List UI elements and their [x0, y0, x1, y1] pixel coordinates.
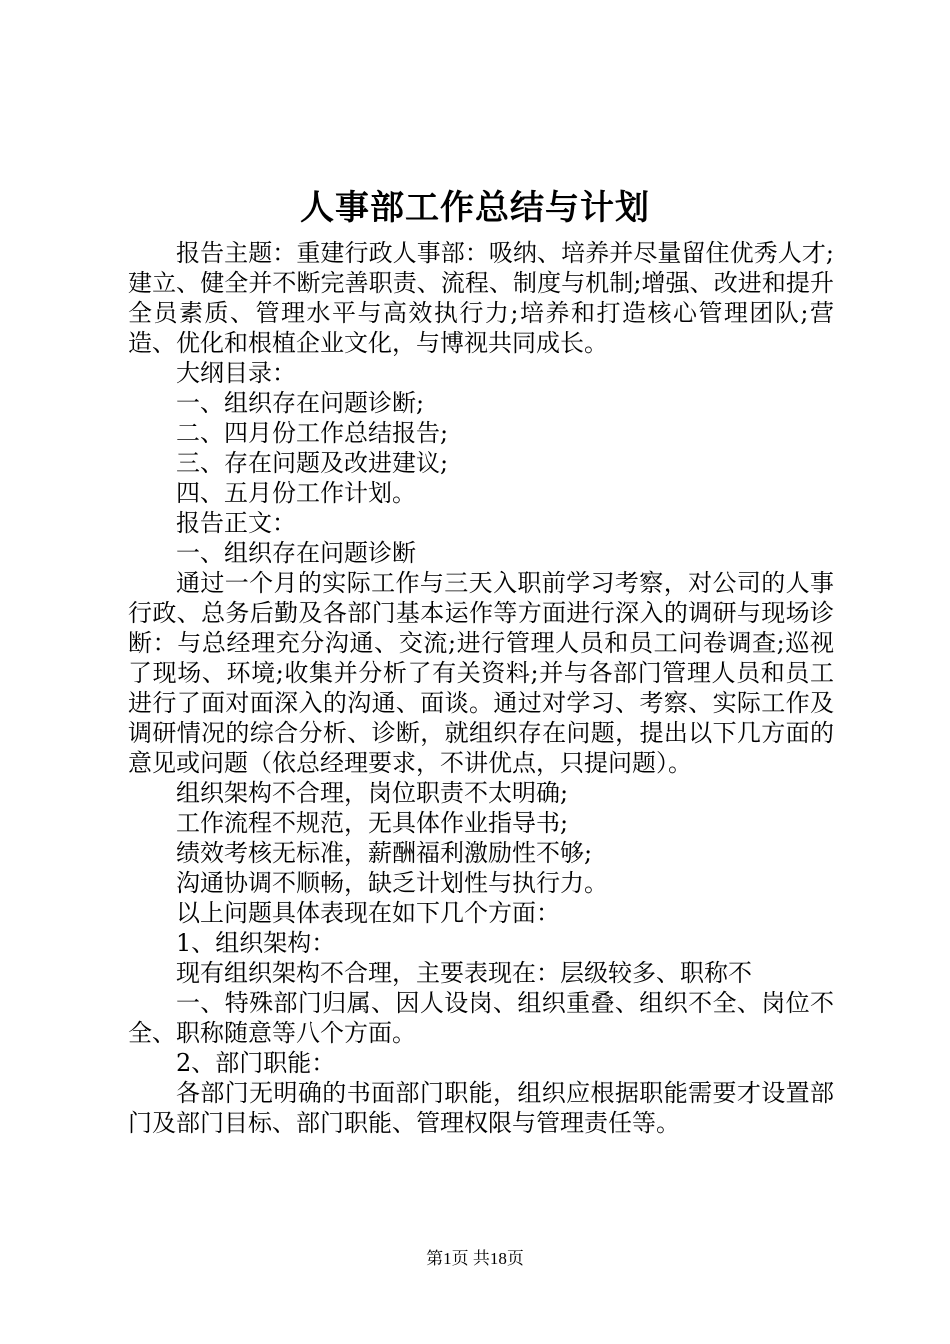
paragraph: 1、组织架构： — [176, 929, 336, 957]
page-footer: 第1页 共18页 — [426, 1249, 524, 1268]
paragraph: 通过一个月的实际工作与三天入职前学习考察，对公司的人事行政、总务后勤及各部门基本运作等方面进行深入的调研与现场诊断：与总经理充分沟通、交流;进行管理人员和员工问卷调查;巡视了现场、环境;收集并分析了有关资料;并与各部门管理人员和员工进行了面对面深入的沟通、面谈。通过对学习、考察、实际工作及调研情况的综合分析、诊断，就组织存在问题，提出以下几方面的意见或问题（依总经理要求，不讲优点，只提问题）。 — [128, 569, 834, 777]
paragraph: 沟通协调不顺畅，缺乏计划性与执行力。 — [176, 869, 608, 897]
paragraph: 组织架构不合理，岗位职责不太明确; — [176, 779, 569, 807]
paragraph: 报告正文： — [176, 509, 296, 537]
paragraph: 一、组织存在问题诊断 — [176, 539, 416, 567]
paragraph: 大纲目录： — [176, 359, 296, 387]
paragraph: 以上问题具体表现在如下几个方面： — [176, 899, 560, 927]
paragraph: 三、存在问题及改进建议; — [176, 449, 449, 477]
paragraph: 现有组织架构不合理，主要表现在：层级较多、职称不 — [176, 959, 752, 987]
paragraph: 一、组织存在问题诊断; — [176, 389, 425, 417]
paragraph: 2、部门职能： — [176, 1049, 336, 1077]
paragraph: 报告主题：重建行政人事部：吸纳、培养并尽量留住优秀人才;建立、健全并不断完善职责、流程、制度与机制;增强、改进和提升全员素质、管理水平与高效执行力;培养和打造核心管理团队;营造、优化和根植企业文化，与博视共同成长。 — [128, 239, 834, 357]
paragraph: 一、特殊部门归属、因人设岗、组织重叠、组织不全、岗位不全、职称随意等八个方面。 — [128, 989, 834, 1047]
document-title: 人事部工作总结与计划 — [300, 188, 650, 228]
paragraph: 二、四月份工作总结报告; — [176, 419, 449, 447]
paragraph: 四、五月份工作计划。 — [176, 479, 416, 507]
document-body — [128, 238, 834, 1138]
paragraph: 工作流程不规范，无具体作业指导书; — [176, 809, 569, 837]
paragraph: 绩效考核无标准，薪酬福利激励性不够; — [176, 839, 593, 867]
paragraph: 各部门无明确的书面部门职能，组织应根据职能需要才设置部门及部门目标、部门职能、管理权限与管理责任等。 — [128, 1079, 834, 1137]
